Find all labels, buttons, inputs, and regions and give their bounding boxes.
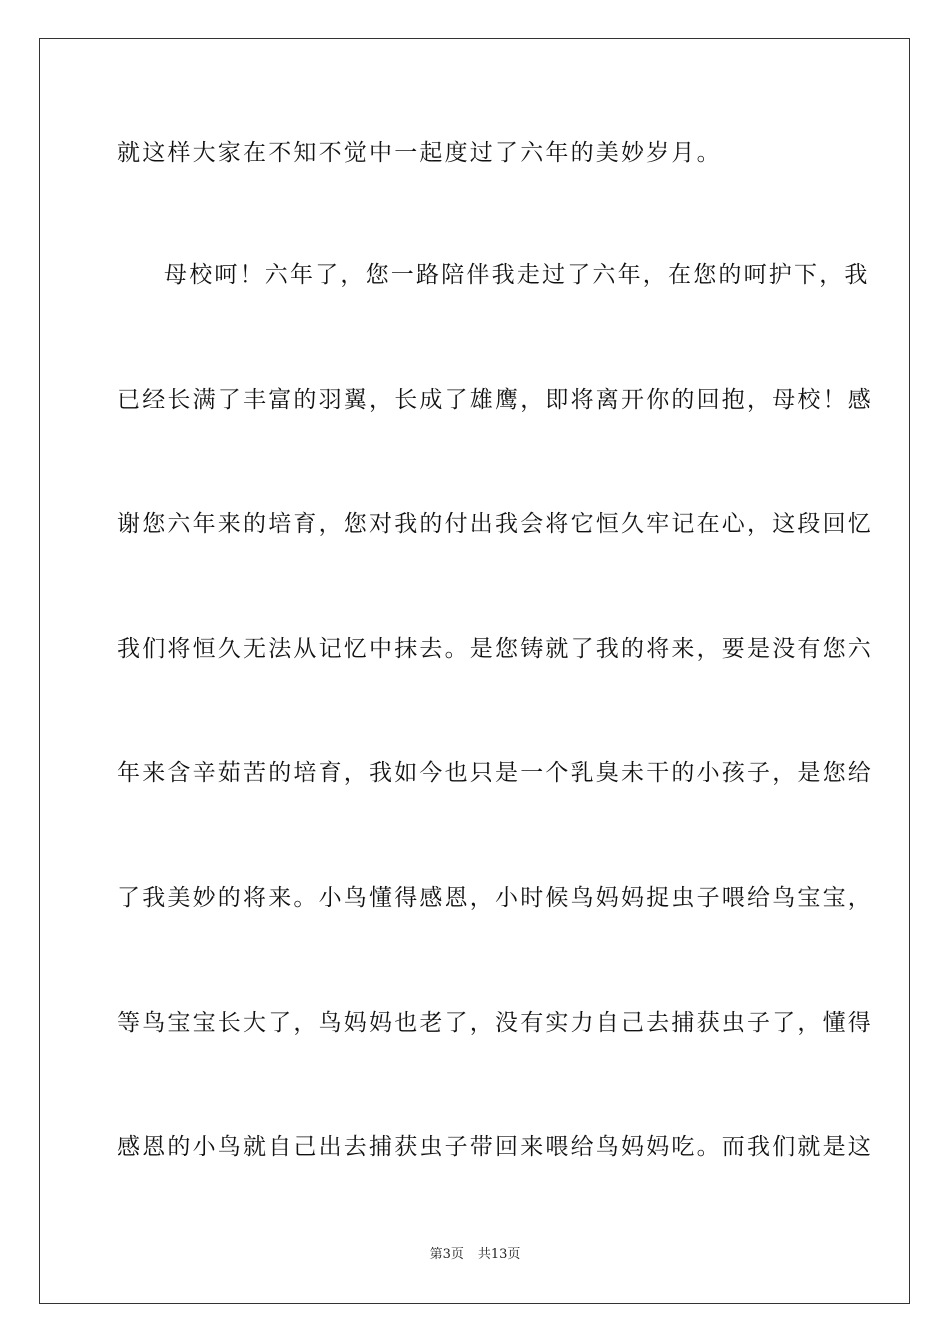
body-text-line: 我们将恒久无法从记忆中抹去。是您铸就了我的将来，要是没有您六 (117, 636, 873, 662)
body-text-line: 就这样大家在不知不觉中一起度过了六年的美妙岁月。 (117, 140, 722, 166)
body-text-line: 年来含辛茹苦的培育，我如今也只是一个乳臭未干的小孩子，是您给 (117, 760, 873, 786)
body-text-line: 谢您六年来的培育，您对我的付出我会将它恒久牢记在心，这段回忆 (117, 511, 873, 537)
body-text-line: 了我美妙的将来。小鸟懂得感恩，小时候鸟妈妈捉虫子喂给鸟宝宝， (117, 885, 873, 911)
page-footer (0, 1246, 950, 1264)
page-number: 第3页 (429, 1247, 464, 1262)
total-pages: 共13页 (477, 1247, 521, 1262)
body-text-line: 感恩的小鸟就自己出去捕获虫子带回来喂给鸟妈妈吃。而我们就是这 (117, 1134, 873, 1160)
page-border (39, 38, 910, 1304)
body-text-line: 母校呵！六年了，您一路陪伴我走过了六年，在您的呵护下，我 (164, 262, 870, 288)
body-text-line: 已经长满了丰富的羽翼，长成了雄鹰，即将离开你的回抱，母校！感 (117, 387, 873, 413)
body-text-line: 等鸟宝宝长大了，鸟妈妈也老了，没有实力自己去捕获虫子了，懂得 (117, 1010, 873, 1036)
